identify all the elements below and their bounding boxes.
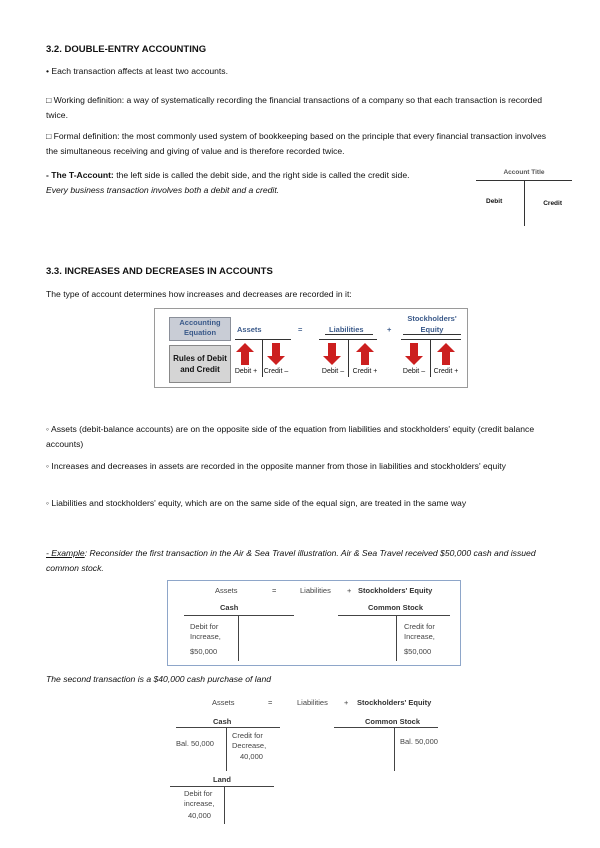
equity-credit-plus: Credit + — [433, 368, 459, 375]
fig-equals: = — [298, 325, 303, 334]
second-transaction-text: The second transaction is a $40,000 cash purchase of land — [46, 674, 272, 684]
label-accounting-equation: Accounting Equation — [169, 317, 231, 341]
equity-credit-up-arrow-icon — [437, 343, 455, 365]
example-text: : Reconsider the first transaction in the Air & Sea Travel illustration. Air & Sea Travel received $50,000 cash and issued common stock. — [46, 548, 536, 573]
taccount-italic-note: Every business transaction involves both a debit and a credit. — [46, 185, 280, 195]
box2-decrease: Decrease, — [232, 741, 267, 750]
box2-cash-t-top — [176, 727, 280, 728]
box2-equity: Stockholders' Equity — [357, 698, 432, 707]
box2-common-t-top — [334, 727, 438, 728]
t-account-diagram — [476, 169, 572, 229]
example-paragraph — [46, 546, 558, 576]
liab-debit-down-arrow-icon — [323, 343, 341, 365]
example-label: - Example — [46, 548, 85, 558]
fig-liabilities-underline — [325, 334, 373, 335]
bullet-increases-decreases: ◦ Increases and decreases in assets are recorded in the opposite manner from those in liabilities and stockholders' equity — [46, 461, 506, 471]
assets-credit-minus: Credit – — [263, 368, 289, 375]
box1-increase: Increase, — [190, 632, 221, 641]
box1-cash-t-stem — [238, 615, 239, 661]
assets-debit-up-arrow-icon — [236, 343, 254, 365]
box2-plus: + — [344, 698, 349, 707]
liab-debit-minus: Debit – — [321, 368, 345, 375]
liab-credit-plus: Credit + — [352, 368, 378, 375]
box2-cash: Cash — [213, 717, 232, 726]
equity-debit-minus: Debit – — [402, 368, 426, 375]
box2-common-stock: Common Stock — [365, 717, 421, 726]
box1-increase-right: Increase, — [404, 632, 435, 641]
box1-amount-left: $50,000 — [190, 647, 218, 656]
label-rules-debit-credit — [169, 345, 231, 383]
box2-land-amount: 40,000 — [188, 811, 211, 820]
section-heading-double-entry: 3.2. DOUBLE-ENTRY ACCOUNTING — [46, 44, 207, 55]
taccount-description — [46, 168, 466, 183]
t-account-debit-label: Debit — [486, 198, 503, 205]
fig-equity: Stockholders' Equity — [407, 314, 457, 334]
t-account-title: Account Title — [503, 169, 545, 176]
box1-cash: Cash — [220, 603, 239, 612]
t-account-credit-label: Credit — [543, 200, 562, 207]
box2-liabilities: Liabilities — [297, 698, 328, 707]
bullet-assets-opposite: ◦ Assets (debit-balance accounts) are on the opposite side of the equation from liabilities and stockholders' equity (credit balance accounts) — [46, 424, 535, 449]
box2-bal-left: Bal. 50,000 — [176, 739, 214, 748]
label-rules-text: Rules of Debit and Credit — [173, 354, 227, 374]
box1-debit-for: Debit for — [190, 622, 219, 631]
example-box-1 — [167, 580, 461, 666]
box2-amount: 40,000 — [240, 752, 263, 761]
taccount-text: the left side is called the debit side, and the right side is called the credit side. — [116, 170, 410, 180]
box2-land-t-top — [170, 786, 274, 787]
box2-assets: Assets — [212, 698, 235, 707]
fig-plus: + — [387, 325, 392, 334]
box2-cash-t-stem — [226, 727, 227, 771]
rules-debit-credit-figure — [154, 308, 468, 388]
box2-land-debit-for: Debit for — [184, 789, 213, 798]
box1-common-stock: Common Stock — [368, 603, 424, 612]
bullet-same-side: ◦ Liabilities and stockholders' equity, which are on the same side of the equal sign, are treated in the same way — [46, 498, 467, 508]
formal-definition: □ Formal definition: the most commonly used system of bookkeeping based on the principle that every financial transaction involves the simultaneous receiving and giving of value and is therefore recorded twice. — [46, 131, 547, 156]
box1-plus: + — [347, 586, 352, 595]
fig-liabilities: Liabilities — [329, 325, 364, 334]
box1-liabilities: Liabilities — [300, 586, 331, 595]
liab-credit-up-arrow-icon — [356, 343, 374, 365]
assets-t-top — [235, 339, 291, 340]
assets-debit-plus: Debit + — [234, 368, 258, 375]
box1-amount-right: $50,000 — [404, 647, 432, 656]
bullet-two-accounts: • Each transaction affects at least two accounts. — [46, 66, 228, 76]
box2-land-increase: increase, — [184, 799, 215, 808]
box2-land-t-stem — [224, 786, 225, 824]
box2-credit-for: Credit for — [232, 731, 263, 740]
box1-equity: Stockholders' Equity — [358, 586, 433, 595]
example-box-2 — [160, 690, 460, 830]
fig-equity-underline — [403, 334, 461, 335]
box2-equals: = — [268, 698, 273, 707]
box1-credit-for: Credit for — [404, 622, 435, 631]
taccount-prefix: - The T-Account: — [46, 170, 117, 180]
box1-common-t-top — [338, 615, 450, 616]
t-account-center-line — [524, 180, 525, 226]
working-definition: □ Working definition: a way of systematically recording the financial transactions of a company so that each transaction is recorded twice. — [46, 95, 543, 120]
section-intro: The type of account determines how increases and decreases are recorded in it: — [46, 289, 352, 299]
section-heading-increases: 3.3. INCREASES AND DECREASES IN ACCOUNTS — [46, 266, 273, 277]
box2-common-t-stem — [394, 727, 395, 771]
assets-credit-down-arrow-icon — [267, 343, 285, 365]
equity-debit-down-arrow-icon — [405, 343, 423, 365]
liab-t-stem — [348, 339, 349, 377]
equity-t-top — [401, 339, 461, 340]
box1-common-t-stem — [396, 615, 397, 661]
fig-assets: Assets — [237, 325, 262, 334]
box2-bal-right: Bal. 50,000 — [400, 737, 438, 746]
box2-land: Land — [213, 775, 231, 784]
box1-equals: = — [272, 586, 277, 595]
box1-cash-t-top — [184, 615, 294, 616]
box1-assets: Assets — [215, 586, 238, 595]
